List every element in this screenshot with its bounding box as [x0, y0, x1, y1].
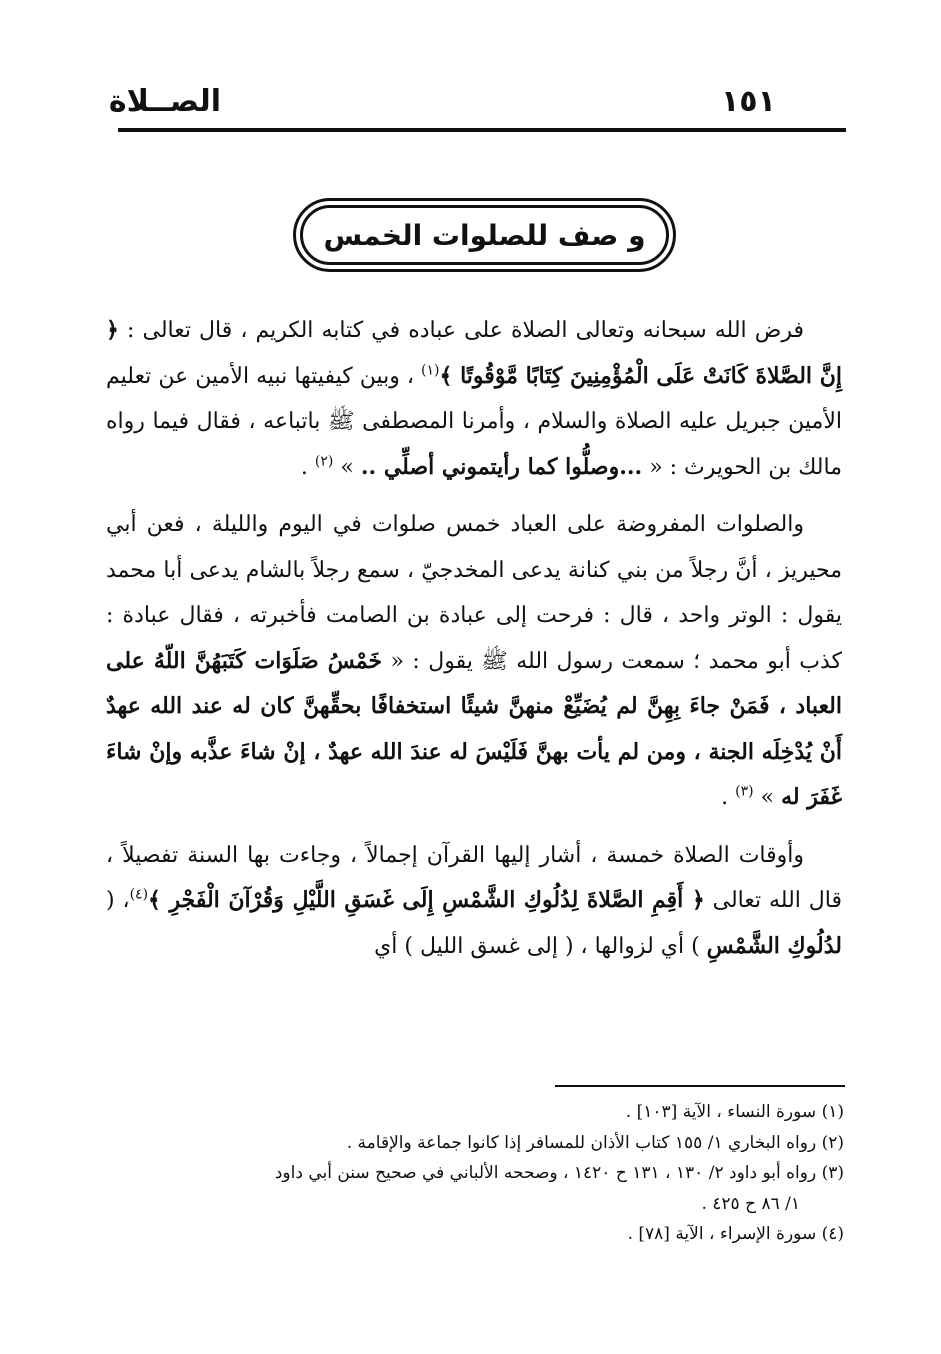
quoted-text: خَمْسُ صَلَوَات كَتَبَهُنَّ اللّهُ على العباد ، فَمَنْ جاءَ بِهِنَّ لم يُضَيِّعْ منهنَّ شيئًا استخفافًا بحقِّهنَّ كان له عند الله عهدٌ أَنْ يُدْخِلَه الجنة ، ومن لم يأت بهنَّ فَلَيْسَ له عندَ الله عهدٌ ، إنْ شاءَ عذَّبه وإنْ شاءَ غَفَرَ له — [106, 647, 842, 810]
footnote-2: (٢) رواه البخاري ١/ ١٥٥ كتاب الأذان للمسافر إذا كانوا جماعة والإقامة . — [346, 1132, 844, 1153]
footnote-ref: (٢) — [314, 453, 334, 470]
quoted-text: لدُلُوكِ الشَّمْسِ — [706, 932, 842, 959]
quoted-text: ﴿ إِنَّ الصَّلاةَ كَانَتْ عَلَى الْمُؤْمِنِينَ كِتَابًا مَّوْقُوتًا ﴾ — [106, 317, 842, 389]
paragraph — [106, 308, 842, 490]
quoted-text: ﴿ أَقِمِ الصَّلاةَ لِدُلُوكِ الشَّمْسِ إِلَى غَسَقِ اللَّيْلِ وَقُرْآنَ الْفَجْرِ ﴾ — [148, 887, 705, 913]
text-run: » — [753, 785, 782, 810]
footnote-ref: (١) — [421, 362, 440, 379]
chapter-title-frame — [293, 198, 676, 272]
text-run: . — [721, 785, 736, 810]
footnote-1: (١) سورة النساء ، الآية [١٠٣] . — [625, 1102, 844, 1122]
quoted-text: ...وصلُّوا كما رأيتموني أصلِّي .. — [360, 453, 643, 480]
paragraph — [106, 833, 842, 970]
text-run: » — [333, 454, 361, 480]
footnote-3-continuation: ١/ ٨٦ ح ٤٢٥ . — [701, 1193, 800, 1214]
footnote-3: (٣) رواه أبو داود ٢/ ١٣٠ ، ١٣١ ح ١٤٢٠ ، وصححه الألباني في صحيح سنن أبي داود — [274, 1163, 844, 1183]
running-title: الصــلاة — [108, 84, 221, 119]
footnote-4: (٤) سورة الإسراء ، الآية [٧٨] . — [627, 1224, 844, 1244]
text-run: ، وبين كيفيتها نبيه الأمين عن تعليم الأمين جبريل عليه الصلاة والسلام ، وأمرنا المصطفى ﷺ باتباعه ، فقال فيما رواه مالك بن الحويرث : « — [106, 363, 842, 480]
header-rule — [118, 128, 846, 132]
text-run: . — [300, 454, 315, 480]
footnote-separator — [555, 1085, 845, 1087]
text-run: والصلوات المفروضة على العباد خمس صلوات في اليوم والليلة ، فعن أبي محيريز ، أنَّ رجلاً من بني كنانة يدعى المخدجيّ ، سمع رجلاً بالشام يدعى أبا محمد يقول : الوتر واحد ، قال : فرحت إلى عبادة بن الصامت فأخبرته ، فقال عبادة : كذب أبو محمد ؛ سمعت رسول الله ﷺ يقول : « — [106, 512, 842, 674]
chapter-title: و صف للصلوات الخمس — [323, 218, 646, 252]
footnotes — [106, 1097, 844, 1250]
body-text — [106, 308, 842, 969]
footnote-ref: (٣) — [735, 783, 754, 800]
text-run: وأوقات الصلاة خمسة ، أشار إليها القرآن إجمالاً ، وجاءت بها السنة تفصيلاً ، قال الله تعالى — [106, 842, 842, 913]
text-run: فرض الله سبحانه وتعالى الصلاة على عباده في كتابه الكريم ، قال تعالى : — [118, 318, 804, 343]
text-run: ، ( — [106, 888, 130, 913]
footnote-ref: (٤) — [129, 886, 149, 903]
paragraph — [106, 502, 842, 821]
page-number: ١٥١ — [721, 84, 776, 119]
text-run: ) أي لزوالها ، ( إلى غسق الليل ) أي — [374, 933, 707, 959]
